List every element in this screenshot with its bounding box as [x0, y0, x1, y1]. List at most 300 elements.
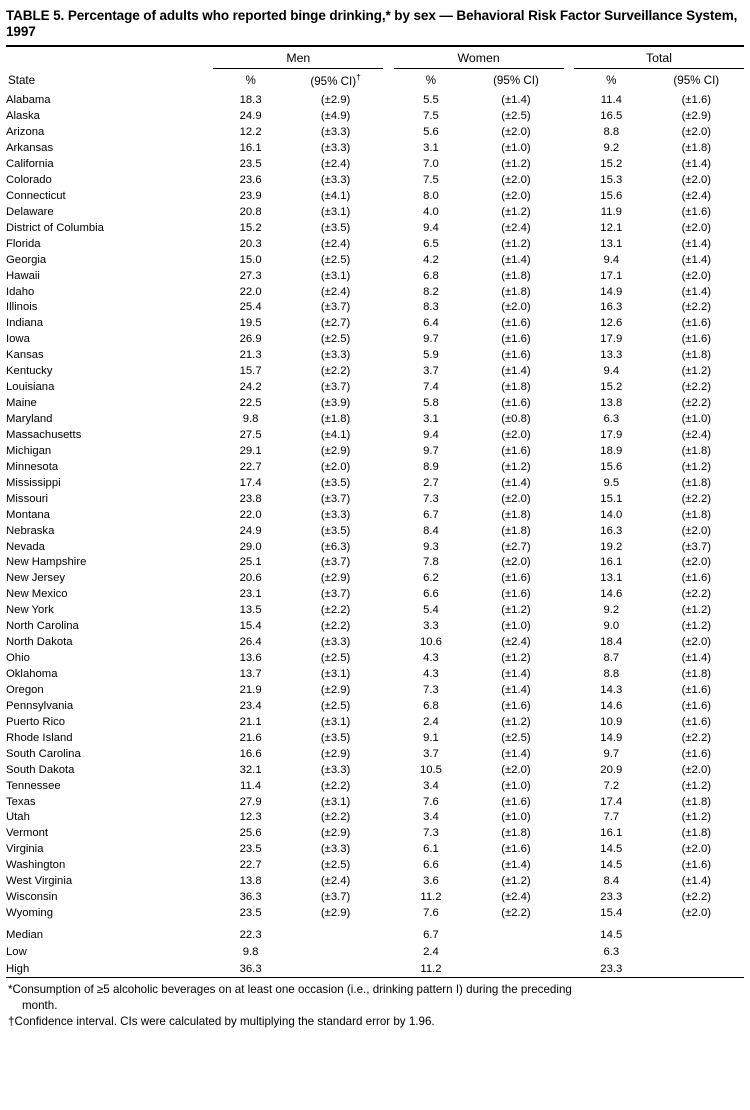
binge-drinking-table: [6, 47, 744, 977]
cell-men-pct: 22.7: [239, 460, 262, 473]
cell-women-ci: (±2.0): [501, 763, 531, 776]
cell-men-pct: 21.3: [239, 349, 262, 362]
cell-state: Puerto Rico: [6, 715, 66, 728]
cell-men-ci: (±3.3): [320, 636, 351, 649]
cell-state: New York: [6, 604, 54, 617]
cell-gap: [383, 396, 393, 412]
cell-women-pct: 6.8: [423, 699, 439, 712]
cell-women-ci: (±2.5): [501, 110, 531, 123]
cell-gap: [383, 444, 393, 460]
cell-state: New Mexico: [6, 588, 68, 601]
cell-men-ci: (±2.2): [320, 604, 351, 617]
cell-men-ci: (±2.4): [320, 158, 351, 171]
cell-men-pct: 23.4: [239, 699, 262, 712]
cell-women-ci: (±1.6): [501, 397, 531, 410]
cell-gap: [468, 944, 563, 961]
cell-total-pct: 9.4: [603, 365, 620, 378]
cell-men-ci: (±2.5): [320, 333, 351, 346]
cell-total-ci: (±1.6): [681, 859, 712, 872]
cell-women-pct: 5.4: [423, 604, 439, 617]
cell-men-ci: (±3.3): [320, 508, 351, 521]
cell-state: Florida: [6, 237, 41, 250]
cell-men-ci: (±2.9): [320, 827, 351, 840]
cell-total-pct: 13.1: [600, 572, 623, 585]
cell-women-pct: 3.1: [423, 413, 439, 426]
cell-women-pct: 8.2: [423, 285, 439, 298]
cell-total-ci: (±2.2): [681, 397, 712, 410]
cell-gap: [383, 778, 393, 794]
cell-men-pct: 23.8: [239, 492, 262, 505]
cell-total-ci: (±1.4): [681, 285, 712, 298]
cell-women-ci: (±1.8): [501, 381, 531, 394]
cell-women-pct: 6.1: [423, 843, 439, 856]
cell-gap: [564, 810, 574, 826]
cell-gap: [383, 492, 393, 508]
cell-gap: [564, 300, 574, 316]
table-row: [6, 603, 744, 619]
cell-men-ci: (±3.3): [320, 126, 351, 139]
header-sub-row: [6, 70, 744, 93]
cell-women-ci: (±2.0): [501, 301, 531, 314]
cell-total-pct: 14.6: [600, 588, 623, 601]
cell-men-ci: (±3.3): [320, 349, 351, 362]
cell-total-ci: (±1.4): [681, 652, 712, 665]
cell-gap: [383, 715, 393, 731]
cell-state: Kansas: [6, 349, 44, 362]
cell-gap: [383, 699, 393, 715]
cell-total-ci: (±1.8): [681, 827, 712, 840]
cell-men-pct: 24.9: [239, 110, 262, 123]
cell-gap: [383, 141, 393, 157]
cell-women-ci: (±1.6): [501, 572, 531, 585]
cell-men-pct: 29.0: [239, 540, 262, 553]
cell-women-pct: 9.4: [423, 221, 439, 234]
cell-women-ci: (±1.6): [501, 317, 531, 330]
cell-total-ci: (±1.8): [681, 142, 712, 155]
cell-gap: [383, 842, 393, 858]
cell-state: Arizona: [6, 126, 45, 139]
table-row: [6, 316, 744, 332]
cell-total-pct: 16.1: [600, 556, 623, 569]
table-row: [6, 539, 744, 555]
table-row: [6, 619, 744, 635]
cell-men-pct: 15.4: [239, 620, 262, 633]
cell-women-ci: (±1.8): [501, 524, 531, 537]
cell-gap: [564, 555, 574, 571]
cell-state: Vermont: [6, 827, 49, 840]
cell-gap: [383, 300, 393, 316]
table-row: [6, 205, 744, 221]
cell-gap: [383, 221, 393, 237]
cell-gap: [564, 205, 574, 221]
header-group-total: Total: [574, 47, 744, 70]
cell-gap: [564, 906, 574, 922]
cell-total-ci: (±1.6): [681, 333, 712, 346]
cell-gap: [564, 348, 574, 364]
cell-gap: [383, 731, 393, 747]
cell-total-pct: 12.6: [600, 317, 623, 330]
cell-men-ci: (±2.5): [320, 699, 351, 712]
cell-men-ci: (±2.2): [320, 779, 351, 792]
cell-gap: [383, 125, 393, 141]
cell-women-pct: 5.9: [423, 349, 439, 362]
cell-state: Mississippi: [6, 476, 61, 489]
cell-women-pct: 6.2: [423, 572, 439, 585]
cell-women-pct: 6.8: [423, 269, 439, 282]
cell-men-ci: (±2.9): [320, 907, 351, 920]
cell-men-pct: 18.3: [239, 94, 262, 107]
cell-summary-label: High: [6, 962, 30, 975]
table-row: [6, 396, 744, 412]
cell-women-pct: 7.5: [423, 173, 439, 186]
cell-gap: [383, 619, 393, 635]
cell-gap: [383, 268, 393, 284]
header-women-pct: %: [425, 74, 437, 87]
cell-men-ci: (±6.3): [320, 540, 351, 553]
cell-men-ci: (±2.2): [320, 620, 351, 633]
cell-gap: [564, 412, 574, 428]
header-group-blank: [6, 47, 213, 70]
table-row: [6, 460, 744, 476]
cell-total-ci: (±1.8): [681, 444, 712, 457]
cell-summary-total: 23.3: [600, 962, 623, 975]
table-row: [6, 667, 744, 683]
cell-state: Texas: [6, 795, 36, 808]
cell-women-ci: (±2.0): [501, 428, 531, 441]
cell-total-ci: (±2.0): [681, 221, 712, 234]
cell-total-ci: (±2.0): [681, 907, 712, 920]
table-row: [6, 651, 744, 667]
cell-gap: [564, 927, 574, 944]
cell-total-pct: 9.5: [603, 476, 620, 489]
cell-total-ci: (±1.2): [681, 365, 712, 378]
table-row: [6, 189, 744, 205]
table-row: [6, 507, 744, 523]
header-total-ci: (95% CI): [673, 74, 720, 87]
cell-men-pct: 21.9: [239, 683, 262, 696]
cell-total-pct: 10.9: [600, 715, 623, 728]
cell-gap: [383, 237, 393, 253]
cell-gap: [383, 667, 393, 683]
header-men-ci: (95% CI)†: [310, 72, 361, 88]
cell-gap: [383, 906, 393, 922]
cell-women-ci: (±2.5): [501, 731, 531, 744]
cell-total-ci: (±1.4): [681, 237, 712, 250]
cell-men-ci: (±2.9): [320, 94, 351, 107]
cell-women-ci: (±2.2): [501, 907, 531, 920]
cell-men-ci: (±3.7): [320, 556, 351, 569]
header-gap-4: [564, 70, 574, 93]
cell-state: Maryland: [6, 413, 53, 426]
cell-gap: [649, 961, 744, 978]
cell-gap: [383, 507, 393, 523]
cell-total-ci: (±1.6): [681, 94, 712, 107]
cell-gap: [383, 380, 393, 396]
cell-total-ci: (±2.2): [681, 381, 712, 394]
table-title: TABLE 5. Percentage of adults who reported binge drinking,* by sex — Behavioral Risk Factor Surveillance System, 1997: [6, 8, 738, 40]
cell-state: Arkansas: [6, 142, 54, 155]
cell-women-pct: 6.6: [423, 859, 439, 872]
cell-women-ci: (±2.4): [501, 636, 531, 649]
cell-women-pct: 4.3: [423, 668, 439, 681]
cell-men-ci: (±1.8): [320, 413, 351, 426]
cell-state: North Carolina: [6, 620, 79, 633]
table-row: [6, 109, 744, 125]
cell-summary-total: 6.3: [603, 945, 620, 958]
cell-women-ci: (±2.4): [501, 221, 531, 234]
cell-state: Illinois: [6, 301, 38, 314]
cell-gap: [564, 428, 574, 444]
table-row: [6, 412, 744, 428]
cell-summary-label: Low: [6, 945, 27, 958]
cell-total-ci: (±1.4): [681, 158, 712, 171]
cell-women-pct: 8.4: [423, 524, 439, 537]
cell-total-pct: 9.0: [603, 620, 620, 633]
cell-gap: [564, 284, 574, 300]
cell-state: Idaho: [6, 285, 35, 298]
cell-men-pct: 22.0: [239, 285, 262, 298]
cell-men-ci: (±3.7): [320, 492, 351, 505]
cell-men-ci: (±3.1): [320, 668, 351, 681]
cell-women-ci: (±2.7): [501, 540, 531, 553]
cell-total-ci: (±1.8): [681, 349, 712, 362]
cell-total-pct: 15.2: [600, 158, 623, 171]
cell-total-ci: (±1.2): [681, 779, 712, 792]
cell-men-pct: 12.2: [239, 126, 262, 139]
cell-total-ci: (±2.2): [681, 492, 712, 505]
cell-women-pct: 5.6: [423, 126, 439, 139]
cell-women-ci: (±1.2): [501, 460, 531, 473]
cell-gap: [564, 507, 574, 523]
cell-women-ci: (±1.0): [501, 142, 531, 155]
table-row: [6, 523, 744, 539]
cell-total-pct: 8.4: [603, 875, 620, 888]
cell-women-pct: 10.5: [419, 763, 442, 776]
cell-state: Virginia: [6, 843, 44, 856]
table-row: [6, 747, 744, 763]
cell-men-ci: (±3.7): [320, 588, 351, 601]
cell-men-ci: (±4.1): [320, 189, 351, 202]
cell-total-ci: (±3.7): [681, 540, 712, 553]
cell-summary-men: 22.3: [239, 929, 262, 942]
cell-men-ci: (±3.5): [320, 524, 351, 537]
cell-men-ci: (±2.5): [320, 253, 351, 266]
cell-women-ci: (±1.4): [501, 747, 531, 760]
cell-gap: [564, 157, 574, 173]
cell-men-pct: 27.9: [239, 795, 262, 808]
cell-women-pct: 3.7: [423, 365, 439, 378]
table-row: [6, 699, 744, 715]
cell-gap: [564, 364, 574, 380]
cell-total-ci: (±1.2): [681, 460, 712, 473]
table-row: [6, 555, 744, 571]
footnote-2: †Confidence interval. CIs were calculated by multiplying the standard error by 1.96.: [8, 1014, 435, 1028]
table-header: [6, 47, 744, 93]
table-row: [6, 125, 744, 141]
cell-total-pct: 17.4: [600, 795, 623, 808]
cell-women-ci: (±1.0): [501, 779, 531, 792]
cell-women-pct: 3.4: [423, 779, 439, 792]
cell-state: Montana: [6, 508, 50, 521]
table-row: [6, 778, 744, 794]
cell-women-ci: (±1.4): [501, 668, 531, 681]
cell-women-pct: 9.7: [423, 333, 439, 346]
cell-gap: [564, 731, 574, 747]
cell-gap: [383, 747, 393, 763]
cell-men-ci: (±3.1): [320, 795, 351, 808]
cell-gap: [564, 587, 574, 603]
cell-state: Alabama: [6, 94, 51, 107]
cell-men-ci: (±3.5): [320, 476, 351, 489]
cell-women-ci: (±1.8): [501, 285, 531, 298]
cell-gap: [383, 189, 393, 205]
cell-gap: [383, 412, 393, 428]
table-row: [6, 93, 744, 109]
table-row: [6, 635, 744, 651]
cell-state: Delaware: [6, 205, 54, 218]
summary-row: [6, 927, 744, 944]
cell-women-ci: (±2.4): [501, 891, 531, 904]
cell-gap: [383, 874, 393, 890]
table-row: [6, 332, 744, 348]
cell-total-ci: (±1.6): [681, 747, 712, 760]
table-row: [6, 587, 744, 603]
cell-total-pct: 11.9: [600, 205, 622, 218]
cell-state: New Hampshire: [6, 556, 87, 569]
table-row: [6, 715, 744, 731]
cell-total-ci: (±2.0): [681, 556, 712, 569]
cell-gap: [383, 460, 393, 476]
cell-gap: [564, 141, 574, 157]
cell-total-pct: 18.9: [600, 444, 623, 457]
cell-gap: [564, 380, 574, 396]
cell-gap: [288, 927, 383, 944]
cell-men-ci: (±3.1): [320, 205, 351, 218]
table-row: [6, 428, 744, 444]
cell-total-pct: 14.6: [600, 699, 623, 712]
cell-total-pct: 15.2: [600, 381, 623, 394]
cell-men-pct: 24.9: [239, 524, 262, 537]
cell-gap: [564, 858, 574, 874]
cell-men-pct: 20.6: [239, 572, 262, 585]
cell-total-pct: 20.9: [600, 763, 623, 776]
cell-men-pct: 23.5: [239, 843, 262, 856]
cell-women-ci: (±1.2): [501, 715, 531, 728]
cell-total-pct: 14.5: [600, 843, 623, 856]
cell-total-ci: (±1.2): [681, 811, 712, 824]
cell-women-ci: (±0.8): [501, 413, 531, 426]
cell-state: Oregon: [6, 683, 44, 696]
cell-state: Missouri: [6, 492, 49, 505]
cell-women-ci: (±1.0): [501, 811, 531, 824]
cell-women-ci: (±1.6): [501, 699, 531, 712]
cell-men-pct: 12.3: [239, 811, 262, 824]
cell-gap: [383, 332, 393, 348]
cell-men-ci: (±2.9): [320, 572, 351, 585]
cell-summary-label: Median: [6, 929, 44, 942]
cell-total-pct: 16.5: [600, 110, 623, 123]
cell-state: Connecticut: [6, 189, 66, 202]
cell-state: Nevada: [6, 540, 45, 553]
cell-men-pct: 16.6: [239, 747, 262, 760]
cell-total-ci: (±2.0): [681, 173, 712, 186]
cell-women-pct: 8.3: [423, 301, 439, 314]
summary-row: [6, 944, 744, 961]
cell-men-pct: 13.6: [239, 652, 262, 665]
cell-men-pct: 16.1: [239, 142, 262, 155]
cell-women-ci: (±1.6): [501, 588, 531, 601]
cell-gap: [564, 109, 574, 125]
cell-total-ci: (±2.2): [681, 301, 712, 314]
cell-state: Iowa: [6, 333, 30, 346]
cell-total-ci: (±1.8): [681, 668, 712, 681]
cell-women-pct: 6.4: [423, 317, 439, 330]
cell-women-pct: 7.3: [423, 683, 439, 696]
cell-men-pct: 9.8: [242, 413, 259, 426]
table-row: [6, 157, 744, 173]
cell-men-ci: (±3.9): [320, 397, 351, 410]
cell-state: Alaska: [6, 110, 40, 123]
summary-row: [6, 961, 744, 978]
cell-summary-women: 2.4: [423, 945, 439, 958]
cell-gap: [564, 523, 574, 539]
cell-men-pct: 32.1: [239, 763, 262, 776]
cell-total-ci: (±1.8): [681, 795, 712, 808]
cell-men-pct: 27.5: [239, 428, 262, 441]
cell-women-ci: (±1.2): [501, 205, 531, 218]
cell-total-pct: 23.3: [600, 891, 623, 904]
cell-gap: [564, 396, 574, 412]
cell-women-ci: (±1.8): [501, 827, 531, 840]
cell-gap: [564, 492, 574, 508]
cell-total-pct: 13.1: [600, 237, 623, 250]
table-row: [6, 874, 744, 890]
cell-total-ci: (±1.6): [681, 205, 712, 218]
cell-women-ci: (±1.6): [501, 333, 531, 346]
cell-total-pct: 18.4: [600, 636, 623, 649]
cell-gap: [383, 109, 393, 125]
cell-state: Indiana: [6, 317, 44, 330]
cell-total-ci: (±1.8): [681, 476, 712, 489]
cell-men-pct: 15.2: [239, 221, 262, 234]
cell-gap: [564, 651, 574, 667]
cell-women-ci: (±1.4): [501, 253, 531, 266]
cell-gap: [383, 348, 393, 364]
cell-men-ci: (±3.1): [320, 269, 351, 282]
cell-gap: [383, 523, 393, 539]
cell-gap: [564, 125, 574, 141]
cell-gap: [383, 571, 393, 587]
cell-state: Oklahoma: [6, 668, 58, 681]
cell-men-ci: (±2.7): [320, 317, 351, 330]
cell-men-ci: (±2.9): [320, 444, 351, 457]
cell-women-pct: 2.4: [423, 715, 439, 728]
cell-gap: [564, 316, 574, 332]
cell-men-ci: (±3.3): [320, 142, 351, 155]
cell-women-ci: (±1.8): [501, 269, 531, 282]
cell-women-pct: 7.6: [423, 795, 439, 808]
cell-women-ci: (±1.6): [501, 444, 531, 457]
cell-total-pct: 8.7: [603, 652, 620, 665]
cell-state: South Dakota: [6, 763, 75, 776]
cell-state: Pennsylvania: [6, 699, 74, 712]
cell-gap: [383, 252, 393, 268]
cell-gap: [383, 555, 393, 571]
cell-gap: [564, 667, 574, 683]
cell-gap: [383, 651, 393, 667]
cell-women-pct: 7.3: [423, 492, 439, 505]
cell-men-pct: 26.9: [239, 333, 262, 346]
